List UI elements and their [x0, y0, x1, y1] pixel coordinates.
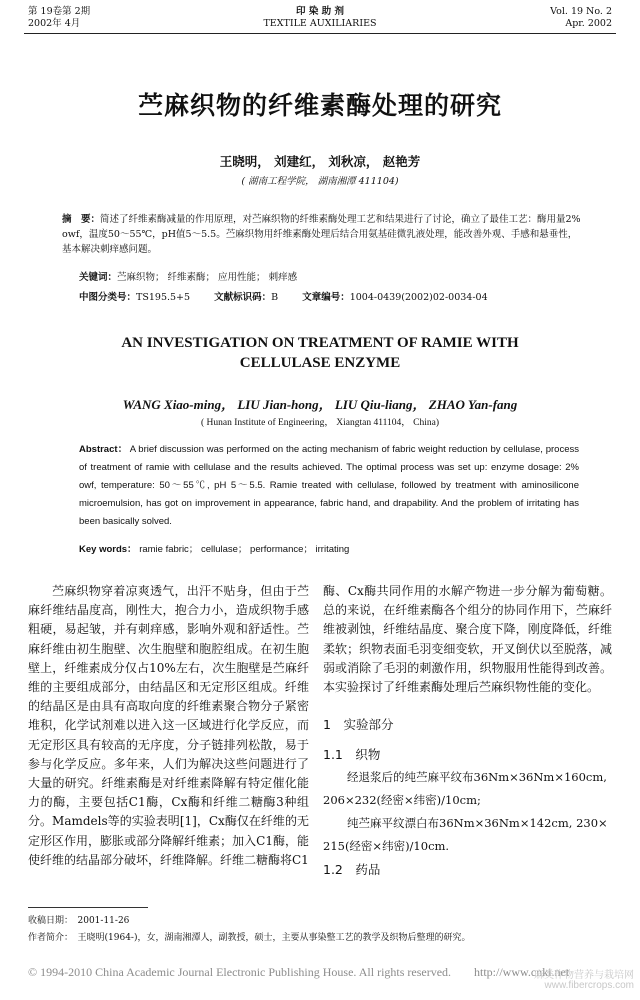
abstract-cn	[62, 212, 582, 257]
authors-cn: 王晓明， 刘建红， 刘秋凉， 赵艳芳	[219, 154, 421, 169]
article-no-value: 1004-0439(2002)02-0034-04	[349, 292, 488, 303]
affiliation-en: ( Hunan Institute of Engineering， Xiangtan 411104， China)	[200, 418, 440, 428]
fabric-spec-line: 纯苎麻平纹漂白布36Nm×36Nm×142cm, 230×	[347, 816, 608, 831]
footnote-received: 收稿日期： 2001-11-26	[28, 916, 130, 926]
keywords-en	[79, 541, 579, 555]
footnote-author-info: 作者简介： 王晓明(1964-)，女，湖南湘潭人，副教授，硕士，主要从事染整工艺的教学及织物后整理的研究。	[28, 933, 471, 943]
authors-en: WANG Xiao-ming， LIU Jian-hong， LIU Qiu-liang， ZHAO Yan-fang	[122, 397, 518, 412]
journal-name-en: TEXTILE AUXILIARIES	[263, 18, 377, 29]
keywords-cn-text: 苎麻织物； 纤维素酶； 应用性能； 刺痒感	[117, 272, 298, 283]
keywords-en-label: Key words：	[79, 544, 137, 555]
journal-date-cn: 2002年 4月	[28, 18, 81, 29]
section-heading: 1 实验部分	[323, 717, 394, 733]
keywords-en-text: ramie fabric； cellulase； performance； irritating	[139, 544, 350, 555]
affiliation-cn: ( 湖南工程学院， 湖南湘潭 411104)	[241, 176, 399, 187]
article-no-label: 文章编号：	[302, 292, 350, 303]
fabric-spec-line: 经退浆后的纯苎麻平纹布36Nm×36Nm×160cm,	[347, 769, 607, 784]
keywords-cn-label: 关键词：	[79, 272, 118, 283]
source-url[interactable]: http://www.cnki.net	[474, 965, 570, 979]
journal-name-cn: 印 染 助 剂	[296, 6, 344, 17]
subsection-heading: 1.2 药品	[323, 862, 381, 878]
running-header-center	[0, 6, 640, 30]
header-rule	[24, 33, 616, 34]
paper-title-cn: 苎麻织物的纤维素酶处理的研究	[137, 91, 502, 120]
running-header-right	[550, 6, 612, 30]
journal-date-en: Apr. 2002	[565, 18, 612, 29]
fabric-spec-line: 206×232(经密×纬密)/10cm;	[323, 792, 481, 807]
clc-value: TS195.5+5	[136, 292, 191, 303]
clc-label: 中图分类号：	[79, 292, 137, 303]
watermark-url: www.fibercrops.com	[544, 980, 634, 991]
keywords-cn	[79, 270, 579, 285]
subsection-heading: 1.1 织物	[323, 747, 381, 763]
journal-volume-en: Vol. 19 No. 2	[550, 6, 612, 17]
doc-code-value: B	[271, 292, 279, 303]
footnote-rule	[28, 907, 148, 908]
body-column-left	[28, 582, 309, 870]
watermark-text-cn: 麻类作物营养与栽培网	[534, 970, 634, 981]
paper-title-en-line1: AN INVESTIGATION ON TREATMENT OF RAMIE WITH	[121, 335, 519, 351]
abstract-en-text: A brief discussion was performed on the acting mechanism of fabric weight reduction by cellulase, process of treatment of ramie with cellulase and the results achieved. The optimal process was set up: enzyme dosage: 2% owf, temperature: 50～55℃, pH 5～5.5. Ramie treated with cellulase, followed by treatment with aminosilicone microemulsion, has got on improvement in appearance, fabric hand, and drapability. And the problem of irritating has been basically solved.	[79, 444, 579, 527]
abstract-cn-label: 摘 要：	[62, 214, 101, 225]
abstract-cn-text: 简述了纤维素酶减量的作用原理，对苎麻织物的纤维素酶处理工艺和结果进行了讨论，确立了最佳工艺：酶用量2% owf，温度50～55℃，pH值5～5.5。苎麻织物用纤维素酶处理后结合用氨基硅微乳液处理，能改善外观、手感和悬垂性，基本解决刺痒感问题。	[62, 214, 581, 255]
copyright-notice: © 1994-2010 China Academic Journal Electronic Publishing House. All rights reserved.	[28, 965, 452, 979]
paper-title-en	[0, 333, 640, 373]
abstract-en-label: Abstract：	[79, 444, 128, 455]
abstract-en	[79, 441, 579, 531]
body-column-right	[323, 582, 612, 880]
fabric-spec-line: 215(经密×纬密)/10cm.	[323, 839, 450, 854]
body-paragraph: 酶、Cx酶共同作用的水解产物进一步分解为葡萄糖。总的来说，在纤维素酶各个组分的协同作用下，苎麻纤维被剥蚀，纤维结晶度、聚合度下降，刚度降低，纤维柔软；织物表面毛羽变细变软，开叉倒伏以至脱落，减弱或消除了毛羽的刺激作用，织物服用性能得到改善。本实验探讨了纤维素酶处理后苎麻织物性能的变化。	[323, 584, 612, 695]
doc-code-label: 文献标识码：	[214, 292, 272, 303]
classification-cn	[79, 290, 599, 305]
paper-title-en-line2: CELLULASE ENZYME	[239, 355, 401, 371]
body-paragraph: 苎麻织物穿着凉爽透气，出汗不贴身，但由于苎麻纤维结晶度高，刚性大，抱合力小，造成织物手感粗硬，易起皱，并有刺痒感，影响外观和舒适性。苎麻纤维由初生胞壁、次生胞壁和胞腔组成。在初生胞壁上，纤维素成分仅占10%左右，次生胞壁是苎麻纤维的主要组成部分，由结晶区和无定形区组成。纤维的结晶区是由具有高取向度的纤维素聚合物分子紧密堆积，化学试剂难以进入这一区域进行化学反应，而无定形区具有较高的无序度，分子链排列松散，易于参与化学反应。多年来，人们为解决这些问题进行了大量的研究。纤维素酶是对纤维素降解有特定催化能力的酶，主要包括C1酶，Cx酶和纤维二糖酶3种组分。Mamdels等的实验表明[1]，Cx酶仅在纤维的无定形区作用，膨胀或部分降解纤维素；加入C1酶，能使纤维的结晶部分破坏，纤维降解。纤维二糖酶将C1	[28, 584, 309, 867]
journal-volume-cn: 第 19卷第 2期	[28, 6, 91, 17]
